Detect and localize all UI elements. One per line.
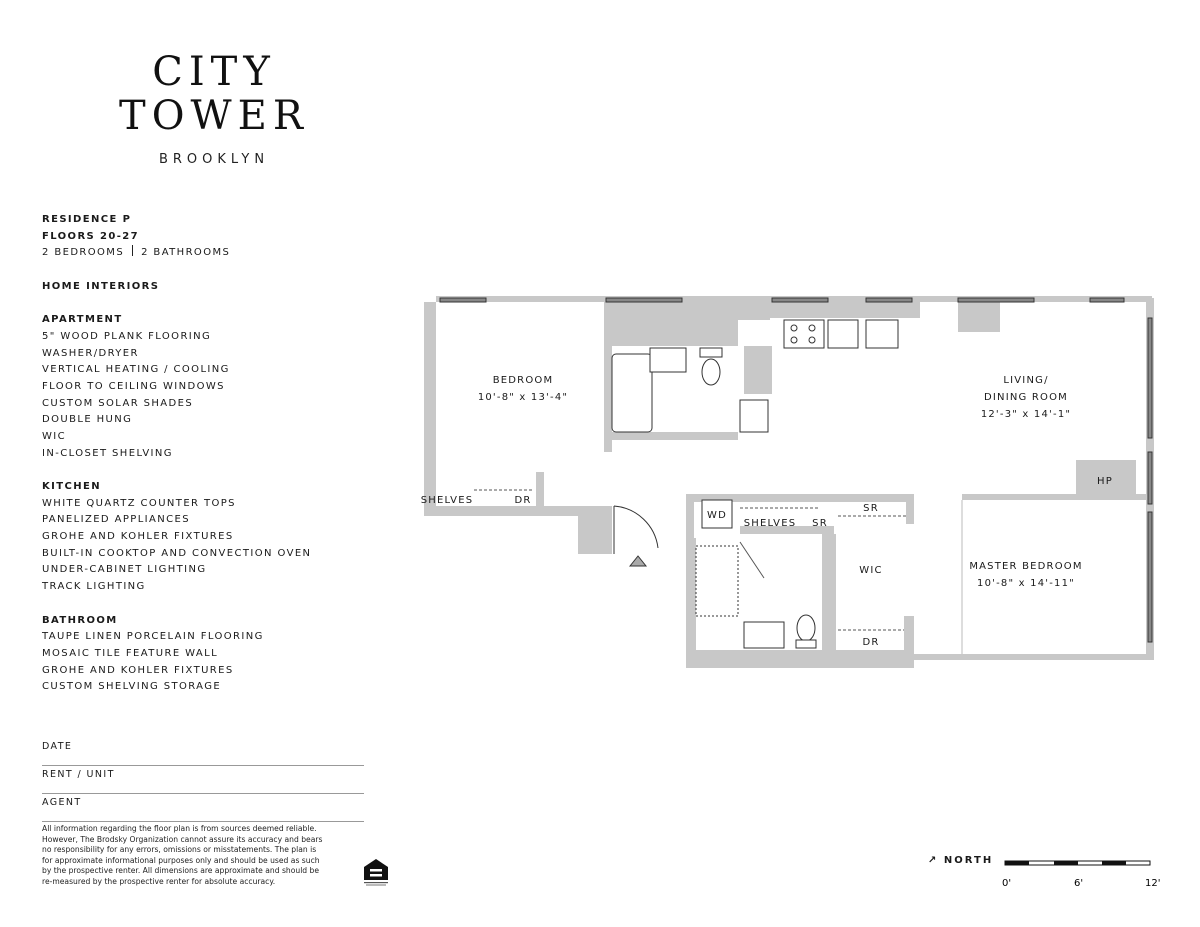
equal-housing-icon	[362, 857, 390, 887]
residence-rooms	[42, 245, 362, 262]
apartment-item: WASHER/DRYER	[42, 347, 139, 359]
living-label: LIVING/	[1003, 375, 1049, 386]
kitchen-item: BUILT-IN COOKTOP AND CONVECTION OVEN	[42, 547, 312, 559]
dr-label: DR	[514, 495, 532, 506]
disclaimer-line: no responsibility for any errors, omissions or misstatements. The plan is	[42, 845, 317, 855]
kitchen-item: WHITE QUARTZ COUNTER TOPS	[42, 497, 236, 509]
dining-label: DINING ROOM	[983, 392, 1069, 403]
scale-label-12: 12'	[1145, 878, 1160, 889]
apartment-item: DOUBLE HUNG	[42, 414, 133, 426]
disclaimer-line: All information regarding the floor plan is from sources deemed reliable.	[42, 824, 317, 833]
bathroom-heading: BATHROOM	[42, 614, 118, 626]
kitchen-item: TRACK LIGHTING	[42, 581, 146, 593]
kitchen-item: GROHE AND KOHLER FIXTURES	[42, 531, 234, 543]
apartment-item: FLOOR TO CEILING WINDOWS	[42, 380, 225, 392]
disclaimer-line: However, The Brodsky Organization cannot assure its accuracy and bears	[42, 834, 323, 844]
brand-line-tower: TOWER	[119, 93, 309, 139]
master-bedroom-dims: 10'-8" x 14'-11"	[977, 578, 1075, 589]
sink-icon	[828, 320, 858, 348]
north-label: NORTH	[943, 855, 994, 866]
disclaimer	[42, 824, 354, 888]
sr-label: SR	[863, 503, 879, 514]
living-dims: 12'-3" x 14'-1"	[980, 409, 1072, 420]
entry-door	[614, 506, 658, 566]
toilet-icon	[702, 359, 720, 385]
north-indicator	[928, 855, 993, 866]
apartment-heading: APARTMENT	[42, 314, 123, 326]
date-label: DATE	[42, 741, 73, 752]
cooktop-icon	[784, 320, 824, 348]
shower-icon	[696, 546, 738, 616]
brand-line-brooklyn: BROOKLYN	[158, 152, 270, 167]
bathroom-item: TAUPE LINEN PORCELAIN FLOORING	[42, 631, 264, 643]
kitchen-item: PANELIZED APPLIANCES	[42, 514, 190, 526]
apartment-item: 5" WOOD PLANK FLOORING	[42, 330, 212, 342]
bathroom-count: 2 BATHROOMS	[141, 247, 231, 259]
dr-label: DR	[862, 637, 880, 648]
disclaimer-line: re-measured by the prospective renter for absolute accuracy.	[42, 876, 276, 886]
shelves-label: SHELVES	[420, 495, 474, 506]
windows	[440, 298, 1152, 642]
date-field[interactable]	[42, 738, 364, 766]
bathroom-item: GROHE AND KOHLER FIXTURES	[42, 664, 234, 676]
contact-form	[42, 738, 364, 822]
home-interiors-heading: HOME INTERIORS	[42, 280, 160, 292]
bathroom-item: MOSAIC TILE FEATURE WALL	[42, 647, 219, 659]
kitchen-heading: KITCHEN	[42, 481, 101, 492]
vanity-icon	[744, 622, 784, 648]
residence-info	[42, 212, 362, 696]
shelves-label: SHELVES	[743, 518, 797, 529]
disclaimer-line: for approximate informational purposes only and should be used as such	[42, 855, 320, 865]
entry-arrow-icon	[630, 556, 646, 566]
residence-name: RESIDENCE P	[42, 214, 132, 225]
disclaimer-line: by the prospective renter. All dimensions are approximate and should be	[42, 866, 320, 876]
bedroom-label: BEDROOM	[492, 375, 554, 386]
hp-label: HP	[1097, 476, 1113, 487]
apartment-item: CUSTOM SOLAR SHADES	[42, 397, 194, 409]
agent-label: AGENT	[42, 797, 82, 808]
wic-label: WIC	[859, 565, 883, 576]
brand-line-city: CITY	[152, 49, 276, 95]
apartment-item: IN-CLOSET SHELVING	[42, 447, 173, 459]
vanity-icon	[650, 348, 686, 372]
apartment-item: WIC	[42, 430, 67, 442]
bathroom-item: CUSTOM SHELVING STORAGE	[42, 681, 222, 693]
bedroom-dims: 10'-8" x 13'-4"	[477, 392, 569, 403]
brand-logo	[100, 50, 328, 167]
separator	[132, 245, 133, 256]
toilet-icon	[797, 615, 815, 641]
refrigerator-icon	[866, 320, 898, 348]
sr-label: SR	[812, 518, 828, 529]
bedroom-count: 2 BEDROOMS	[42, 247, 125, 259]
scale-label-0: 0'	[1002, 878, 1012, 889]
rent-unit-label: RENT / UNIT	[42, 769, 115, 780]
rent-unit-field[interactable]	[42, 766, 364, 794]
north-arrow-icon: ↗	[928, 855, 939, 866]
residence-floors: FLOORS 20-27	[42, 230, 140, 242]
kitchen-item: UNDER-CABINET LIGHTING	[42, 564, 207, 576]
agent-field[interactable]	[42, 794, 364, 822]
apartment-item: VERTICAL HEATING / COOLING	[42, 364, 230, 376]
scale-label-6: 6'	[1074, 878, 1084, 889]
master-bedroom-label: MASTER BEDROOM	[969, 561, 1083, 572]
bathtub-icon	[612, 354, 652, 432]
plan-walls	[424, 296, 1154, 668]
scale-bar	[1000, 856, 1160, 896]
floor-plan	[415, 290, 1165, 670]
wd-label: WD	[707, 510, 727, 521]
dishwasher-icon	[740, 400, 768, 432]
